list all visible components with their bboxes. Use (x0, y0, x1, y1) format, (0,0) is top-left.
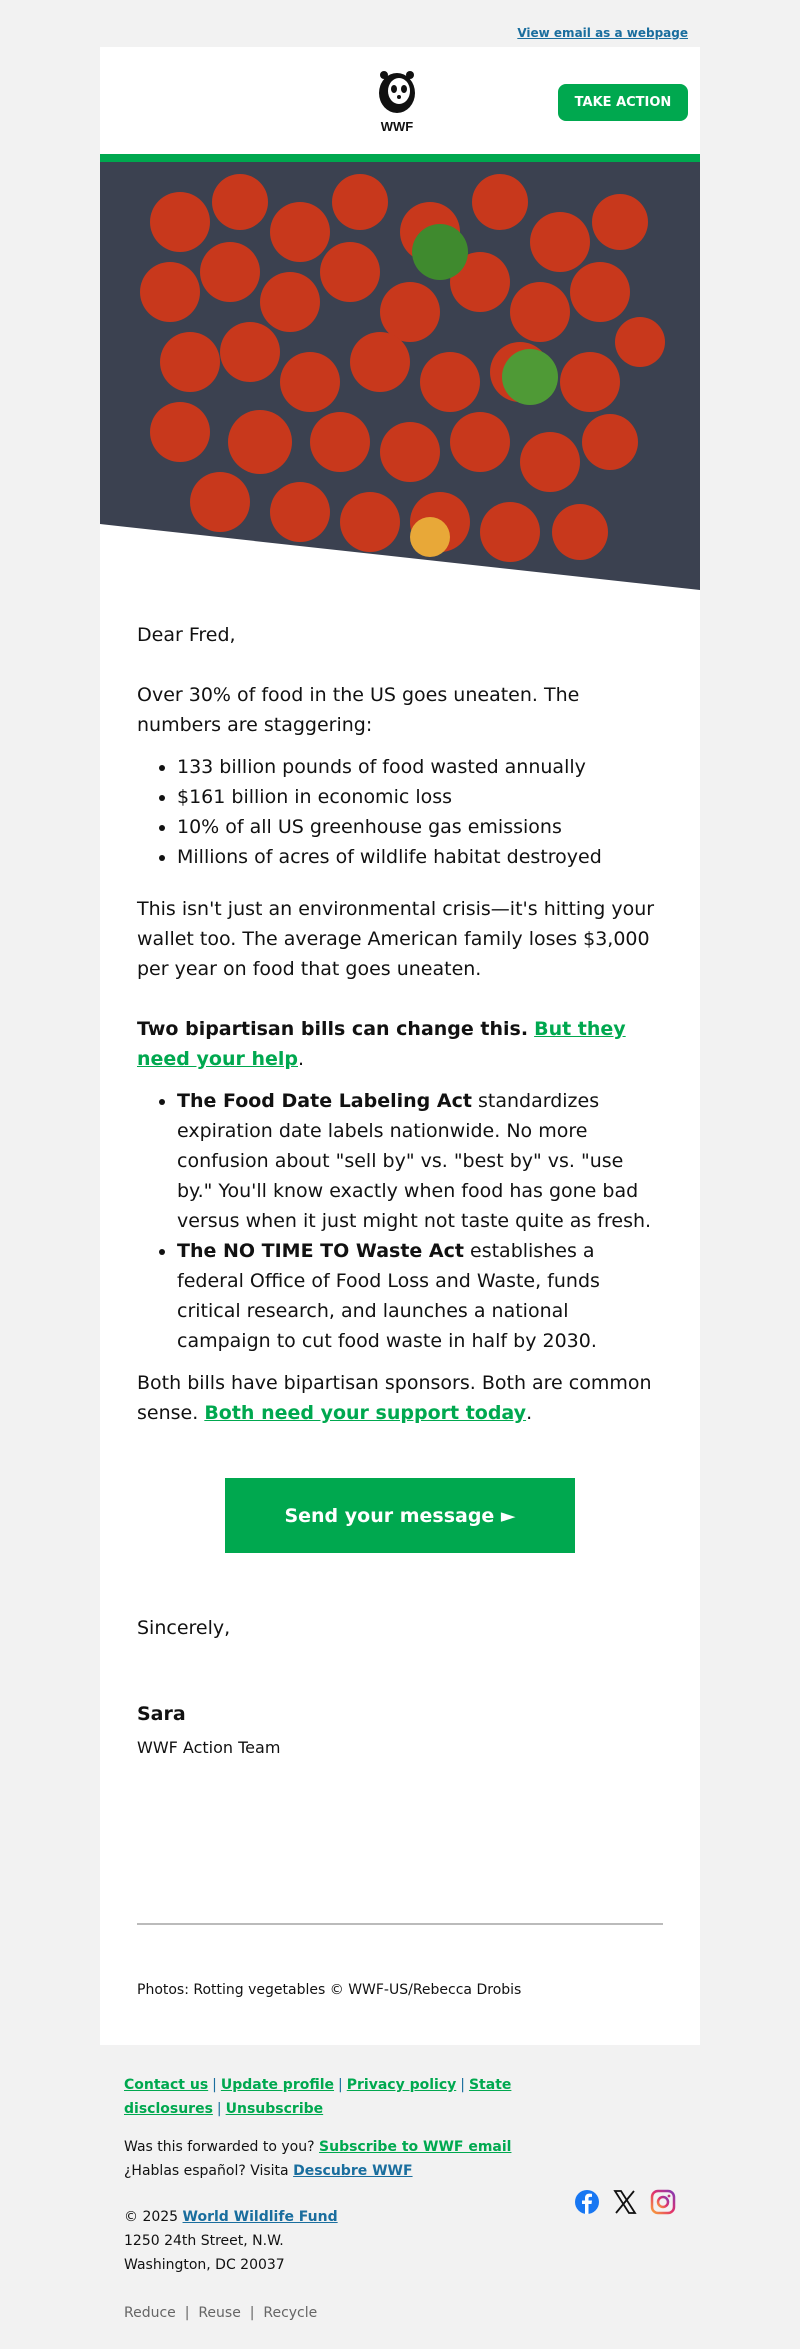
closing-paragraph: Both bills have bipartisan sponsors. Both are common sense. Both need your support today. (137, 1372, 652, 1424)
descubre-wwf-link[interactable]: Descubre WWF (293, 2163, 413, 2179)
unsubscribe-link[interactable]: Unsubscribe (225, 2101, 324, 2117)
hero-image-rotting-tomatoes (100, 162, 700, 590)
bill-description: standardizes expiration date labels nationwide. No more confusion about "sell by" vs. "best by" vs. "use by." You'll know exactly when food has gone bad versus when it just might not taste quite as fresh. (177, 1090, 652, 1232)
privacy-policy-link[interactable]: Privacy policy (346, 2077, 457, 2093)
green-divider (100, 154, 700, 162)
subscribe-link[interactable]: Subscribe to WWF email (319, 2139, 512, 2155)
bill-name: The Food Date Labeling Act (177, 1090, 472, 1112)
forwarded-line (124, 2135, 676, 2159)
list-item: • 133 billion pounds of food wasted annually (177, 752, 663, 782)
intro-paragraph: Over 30% of food in the US goes uneaten. The numbers are staggering: (137, 684, 580, 736)
address-line-1: 1250 24th Street, N.W. (124, 2233, 284, 2249)
bill-description: establishes a federal Office of Food Loss and Waste, funds critical research, and launches a national campaign to cut food waste in half by 2030. (177, 1240, 600, 1352)
bills-heading: Two bipartisan bills can change this. But they need your help. (137, 1018, 626, 1070)
stats-list (137, 752, 663, 872)
cta-container (137, 1478, 663, 1553)
closing-text: Both bills have bipartisan sponsors. Both are common sense. (137, 1372, 652, 1424)
need-help-link[interactable]: But they need your help (137, 1018, 626, 1070)
signer-name: Sara (137, 1703, 186, 1725)
facebook-icon[interactable] (574, 2189, 600, 2215)
update-profile-link[interactable]: Update profile (220, 2077, 335, 2093)
recycle-text: Recycle (263, 2305, 318, 2321)
copyright-text: © 2025 (124, 2209, 183, 2225)
list-item (177, 1086, 663, 1236)
bills-list (137, 1086, 663, 1356)
greeting: Dear Fred, (137, 624, 236, 646)
footer-links: Contact us | Update profile | Privacy policy | State disclosures | Unsubscribe (124, 2077, 512, 2117)
sincerely: Sincerely, (137, 1617, 231, 1639)
social-links (574, 2189, 676, 2215)
take-action-button[interactable]: TAKE ACTION (558, 84, 688, 121)
list-item (177, 1236, 663, 1356)
list-item: • $161 billion in economic loss (177, 782, 663, 812)
preheader (0, 0, 800, 47)
email-body (100, 47, 700, 2045)
view-webpage-link[interactable]: View email as a webpage (517, 26, 688, 40)
wwf-link[interactable]: World Wildlife Fund (182, 2209, 338, 2225)
wwf-panda-logo[interactable] (372, 69, 422, 133)
footer (0, 2045, 800, 2343)
photo-credit: Photos: Rotting vegetables © WWF-US/Rebecca Drobis (137, 1982, 522, 1998)
bills-lead: Two bipartisan bills can change this. (137, 1018, 529, 1040)
bill-name: The NO TIME TO Waste Act (177, 1240, 464, 1262)
header (100, 47, 700, 154)
divider (137, 1923, 663, 1925)
svg-text:WWF: WWF (380, 119, 414, 133)
state-disclosures-link[interactable]: State disclosures (124, 2077, 512, 2117)
reduce-reuse-recycle: Reduce | Reuse | Recycle (124, 2305, 318, 2321)
reduce-text: Reduce (124, 2305, 176, 2321)
spanish-text: ¿Hablas español? Visita (124, 2163, 294, 2179)
forwarded-text: Was this forwarded to you? (124, 2139, 320, 2155)
signer-team: WWF Action Team (137, 1738, 281, 1757)
spanish-line (124, 2159, 676, 2183)
list-item: • Millions of acres of wildlife habitat destroyed (177, 842, 663, 872)
contact-us-link[interactable]: Contact us (124, 2077, 209, 2093)
address-line-2: Washington, DC 20037 (124, 2257, 285, 2273)
crisis-paragraph: This isn't just an environmental crisis—it's hitting your wallet too. The average American family loses $3,000 per year on food that goes uneaten. (137, 898, 655, 980)
list-item: • 10% of all US greenhouse gas emissions (177, 812, 663, 842)
instagram-icon[interactable] (650, 2189, 676, 2215)
reuse-text: Reuse (198, 2305, 241, 2321)
email-content (100, 590, 700, 2045)
send-message-button[interactable]: Send your message ► (225, 1478, 575, 1553)
x-icon[interactable] (612, 2189, 638, 2215)
support-today-link[interactable]: Both need your support today (204, 1402, 527, 1424)
